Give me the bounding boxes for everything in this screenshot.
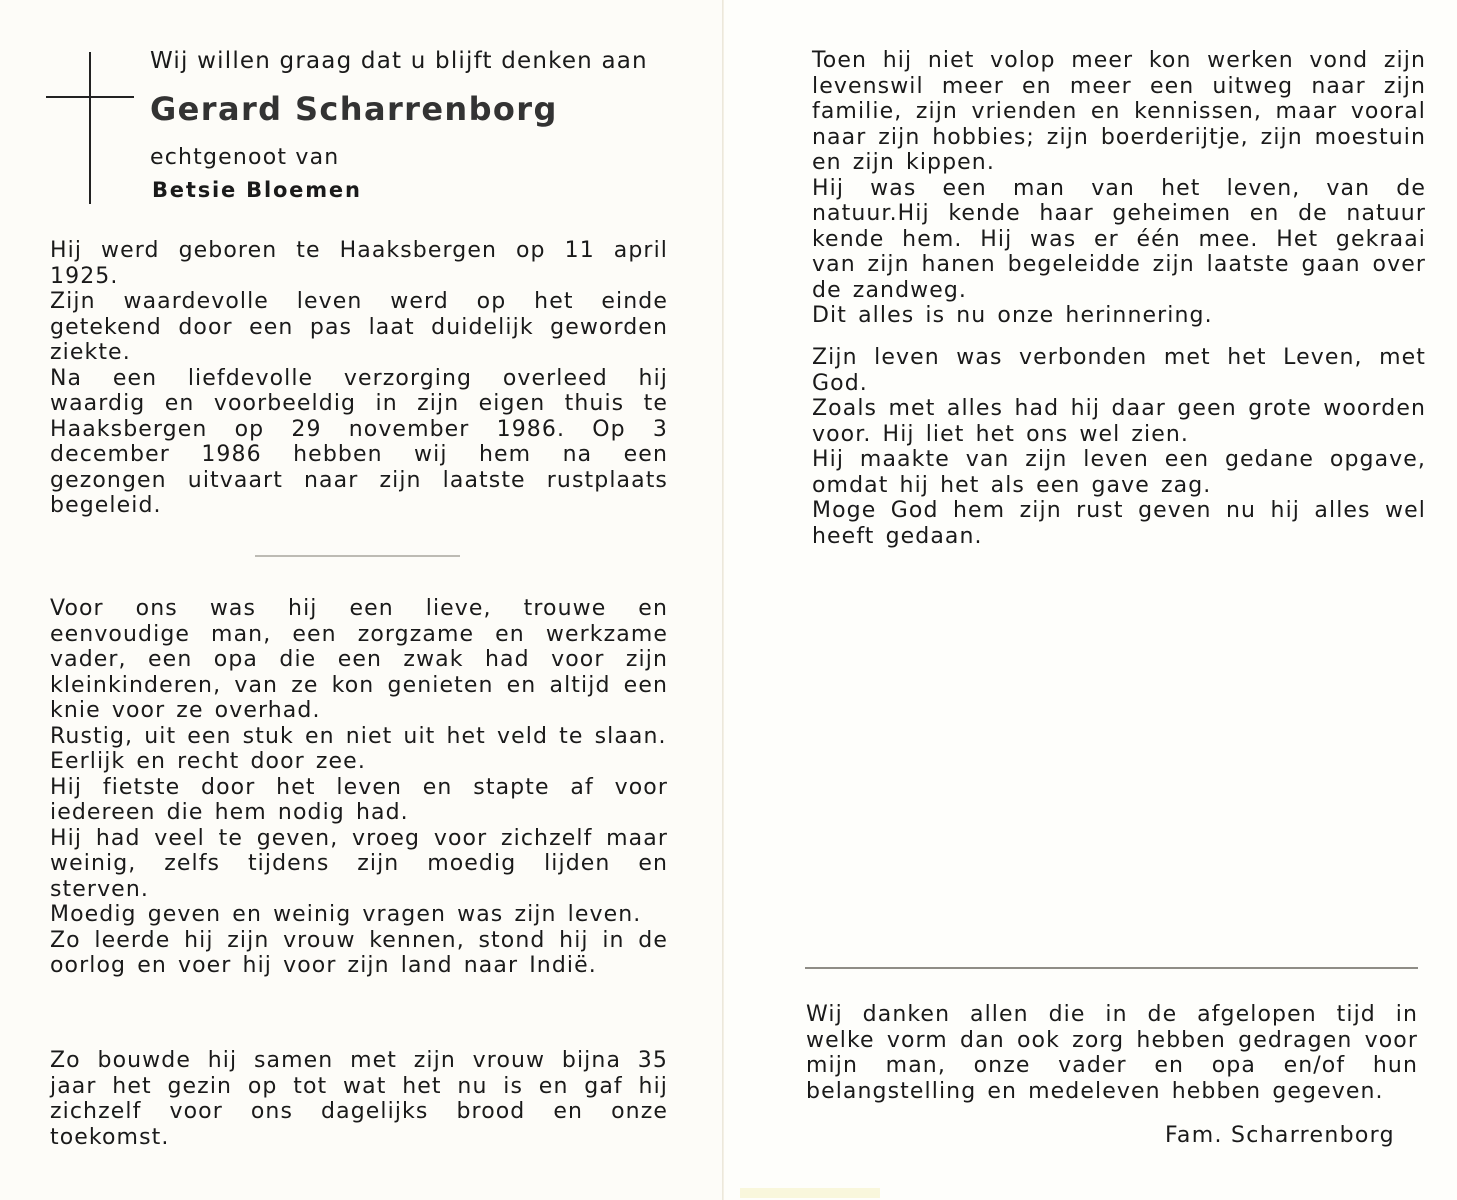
spouse-name: Betsie Bloemen (152, 178, 362, 202)
character-paragraph: Hij had veel te geven, vroeg voor zichzelf maar weinig, zelfs tijdens zijn moedig lijden en sterven. (50, 825, 668, 902)
thanks-section (806, 1002, 1418, 1104)
family-section (50, 1048, 668, 1150)
family-signature: Fam. Scharrenborg (1165, 1123, 1395, 1148)
paper-tint (740, 1188, 880, 1198)
thanks-paragraph: Wij danken allen die in de afgelopen tijd in welke vorm dan ook zorg hebben gedragen voor mijn man, onze vader en opa en/of hun belangstelling en medeleven hebben gegeven. (806, 1002, 1418, 1104)
thanks-divider (805, 967, 1418, 969)
biography-paragraph: Zijn waardevolle leven werd op het einde getekend door een pas laat duidelijk geworden ziekte. (50, 289, 668, 365)
character-paragraph: Zo leerde hij zijn vrouw kennen, stond hij in de oorlog en voer hij voor zijn land naar Indië. (50, 927, 668, 978)
character-paragraph: Voor ons was hij een lieve, trouwe en eenvoudige man, een zorgzame en werkzame vader, een opa die een zwak had voor zijn kleinkinderen, van ze kon genieten en altijd een knie voor ze overhad. (50, 596, 668, 723)
biography-paragraph: Na een liefdevolle verzorging overleed hij waardig en voorbeeldig in zijn eigen thuis te Haaksbergen op 29 november 1986. Op 3 december 1986 hebben wij hem na een gezongen uitvaart naar zijn laatste rustplaats begeleid. (50, 365, 668, 518)
faith-paragraph: Zijn leven was verbonden met het Leven, met God. (812, 345, 1426, 396)
character-paragraph: Moedig geven en weinig vragen was zijn leven. (50, 902, 642, 927)
cross-icon (89, 52, 91, 204)
cross-icon-bar (46, 96, 134, 98)
spouse-label: echtgenoot van (150, 145, 340, 170)
deceased-name: Gerard Scharrenborg (150, 90, 558, 128)
biography-paragraph: Hij werd geboren te Haaksbergen op 11 april 1925. (50, 238, 668, 289)
faith-paragraph: Moge God hem zijn rust geven nu hij alles wel heeft gedaan. (812, 498, 1426, 549)
faith-paragraph: Hij maakte van zijn leven een gedane opgave, omdat hij het als een gave zag. (812, 447, 1426, 498)
character-paragraph: Rustig, uit een stuk en niet uit het veld te slaan. (50, 723, 667, 749)
left-page (0, 0, 724, 1200)
biography-section (50, 238, 668, 519)
nature-section (812, 48, 1426, 329)
family-paragraph: Zo bouwde hij samen met zijn vrouw bijna 35 jaar het gezin op tot wat het nu is en gaf hij zichzelf voor ons dagelijks brood en onze toekomst. (50, 1048, 668, 1150)
faith-section (812, 345, 1426, 549)
section-divider (255, 555, 460, 557)
character-section (50, 596, 668, 979)
nature-paragraph: Dit alles is nu onze herinnering. (812, 303, 1213, 328)
nature-paragraph: Hij was een man van het leven, van de natuur.Hij kende haar geheimen en de natuur kende hem. Hij was er één mee. Het gekraai van zijn hanen begeleidde zijn laatste gaan over de zandweg. (812, 175, 1426, 303)
intro-text: Wij willen graag dat u blijft denken aan (150, 48, 648, 74)
faith-paragraph: Zoals met alles had hij daar geen grote woorden voor. Hij liet het ons wel zien. (812, 396, 1426, 447)
character-paragraph: Eerlijk en recht door zee. (50, 749, 366, 774)
nature-paragraph: Toen hij niet volop meer kon werken vond zijn levenswil meer en meer een uitweg naar zijn familie, zijn vrienden en kennissen, maar vooral naar zijn hobbies; zijn boerderijtje, zijn moestuin en zijn kippen. (812, 48, 1426, 175)
character-paragraph: Hij fietste door het leven en stapte af voor iedereen die hem nodig had. (50, 774, 668, 825)
